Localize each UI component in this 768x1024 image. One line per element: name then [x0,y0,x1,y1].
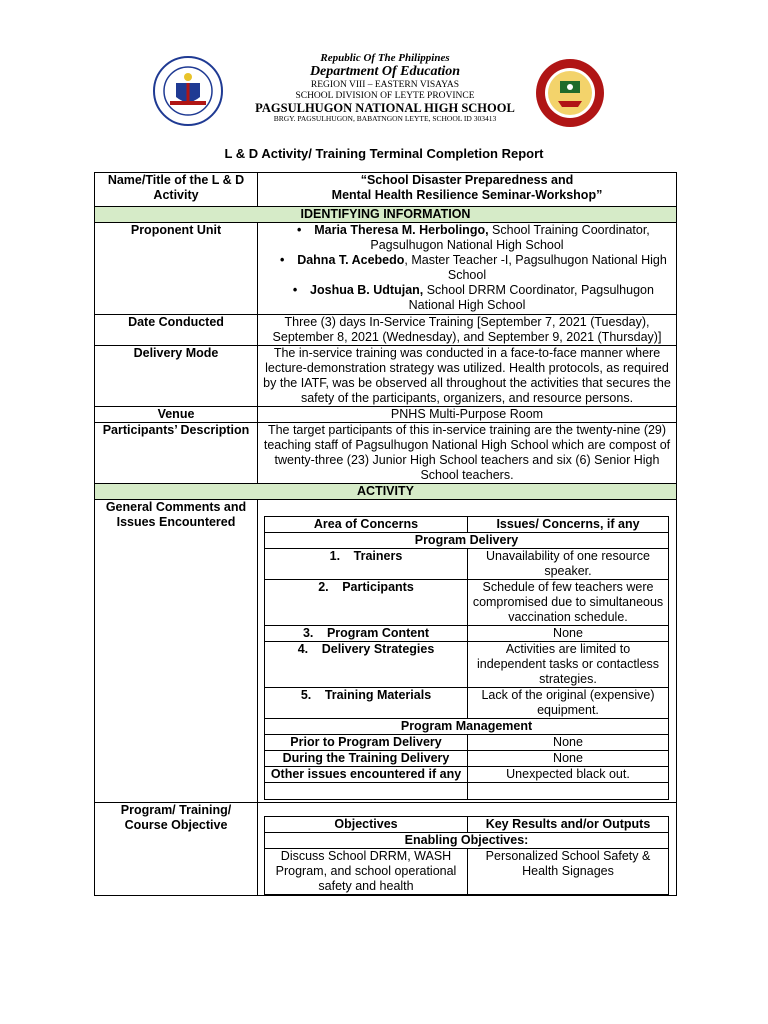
activity-name-value [258,173,677,207]
report-table [94,172,677,896]
school-address: BRGY. PAGSULHUGON, BABATNGON LEYTE, SCHOOL ID 303413 [273,114,497,124]
table-row [265,580,669,626]
objectives-cell [258,803,677,896]
objective-label: Program/ Training/ Course Objective [95,803,258,896]
table-row [265,549,669,580]
item-number: 3. [302,626,314,640]
identifying-header: IDENTIFYING INFORMATION [95,207,677,223]
comments-label: General Comments and Issues Encountered [95,500,258,803]
objectives-table [264,816,669,895]
proponent-item: • Joshua B. Udtujan, School DRRM Coordinator, Pagsulhugon National High School [292,283,654,312]
area-header: Area of Concerns [265,517,468,533]
program-delivery-header: Program Delivery [265,533,669,549]
concern-issue: Activities are limited to independent tasks or contactless strategies. [468,642,669,688]
region-line: REGION VIII – EASTERN VISAYAS [310,79,460,90]
table-row-empty [265,783,669,800]
activity-name-line2: Mental Health Resilience Seminar-Workshop” [331,188,603,202]
area-label: Program Content [326,626,430,640]
table-row [265,767,669,783]
proponent-role: School DRRM Coordinator, Pagsulhugon National High School [408,283,654,312]
report-title: L & D Activity/ Training Terminal Completion Report [224,146,544,161]
item-number: 2. [318,580,329,594]
school-seal-icon [534,57,606,129]
venue-value: PNHS Multi-Purpose Room [258,407,677,423]
proponent-list [258,223,677,315]
delivery-label: Delivery Mode [95,346,258,407]
table-row [265,642,669,688]
proponent-label: Proponent Unit [95,223,258,315]
enabling-objectives-header: Enabling Objectives: [265,833,669,849]
management-issue: None [468,735,669,751]
activity-header: ACTIVITY [95,484,677,500]
management-issue: Unexpected black out. [468,767,669,783]
results-header: Key Results and/or Outputs [468,817,669,833]
deped-seal-icon [152,55,224,127]
school-name: PAGSULHUGON NATIONAL HIGH SCHOOL [255,101,515,116]
proponent-name: Maria Theresa M. Herbolingo, [314,223,489,237]
objective-text: Discuss School DRRM, WASH Program, and school operational safety and health [265,849,468,895]
table-row [265,688,669,719]
area-label: Training Materials [324,688,432,702]
participants-value: The target participants of this in-service training are the twenty-nine (29) teaching staff of Pagsulhugon National High School which are compost of twenty-three (23) Junior High School teachers and six (6) Senior High School teachers. [258,423,677,484]
item-number: 1. [329,549,341,563]
proponent-role: , Master Teacher -I, Pagsulhugon National High School [404,253,667,282]
concerns-cell [258,500,677,803]
objectives-header: Objectives [265,817,468,833]
area-label: Trainers [353,549,403,563]
management-area: During the Training Delivery [265,751,468,767]
concern-area [265,549,468,580]
item-number: 4. [297,642,309,656]
concern-issue: Lack of the original (expensive) equipment. [468,688,669,719]
table-row [265,735,669,751]
program-management-header: Program Management [265,719,669,735]
concern-area [265,580,468,626]
table-row [265,751,669,767]
date-label: Date Conducted [95,315,258,346]
concern-area [265,688,468,719]
proponent-item: • Maria Theresa M. Herbolingo, School Training Coordinator, Pagsulhugon National High School [297,223,650,252]
concern-area [265,642,468,688]
management-area: Other issues encountered if any [265,767,468,783]
delivery-value: The in-service training was conducted in a face-to-face manner where lecture-demonstration strategy was utilized. Health protocols, as required by the IATF, was be observed all throughout the activities that secures the safety of the participants, organizers, and resource persons. [258,346,677,407]
management-issue: None [468,751,669,767]
participants-label: Participants’ Description [95,423,258,484]
activity-name-label: Name/Title of the L & D Activity [95,173,258,207]
area-label: Delivery Strategies [321,642,435,656]
area-label: Participants [342,580,414,594]
proponent-role: School Training Coordinator, Pagsulhugon National High School [370,223,650,252]
proponent-name: Joshua B. Udtujan, [310,283,424,297]
concern-issue: Unavailability of one resource speaker. [468,549,669,580]
proponent-name: Dahna T. Acebedo [297,253,405,267]
venue-label: Venue [95,407,258,423]
letterhead [0,0,768,140]
item-number: 5. [300,688,312,702]
activity-name-line1: “School Disaster Preparedness and [360,173,574,187]
republic-line: Republic Of The Philippines [320,52,450,64]
concern-issue: Schedule of few teachers were compromised due to simultaneous vaccination schedule. [468,580,669,626]
division-line: SCHOOL DIVISION OF LEYTE PROVINCE [295,90,475,101]
concerns-table [264,516,669,800]
concern-issue: None [468,626,669,642]
proponent-item: • Dahna T. Acebedo, Master Teacher -I, Pagsulhugon National High School [279,253,667,282]
result-text: Personalized School Safety & Health Signages [468,849,669,895]
management-area: Prior to Program Delivery [265,735,468,751]
department-line: Department Of Education [309,64,461,80]
issues-header: Issues/ Concerns, if any [468,517,669,533]
concern-area [265,626,468,642]
date-value: Three (3) days In-Service Training [September 7, 2021 (Tuesday), September 8, 2021 (Wednesday), and September 9, 2021 (Thursday)] [258,315,677,346]
table-row [265,626,669,642]
table-row [265,849,669,895]
